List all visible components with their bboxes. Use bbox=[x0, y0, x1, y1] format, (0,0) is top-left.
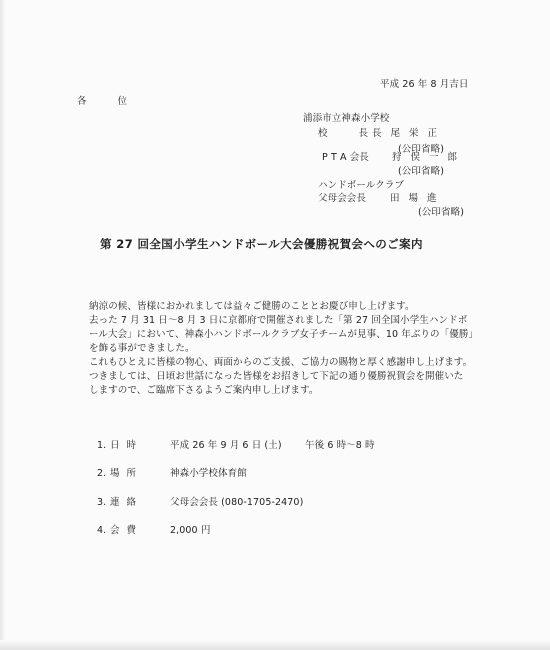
principal-role: 校 長 bbox=[318, 128, 383, 139]
scan-edge-bottom bbox=[0, 640, 550, 650]
body-line: ール大会」において、神森小ハンドボールクラブ女子チームが見事、10 年ぶりの「優勝」 bbox=[89, 329, 479, 340]
sender-club: ハンドボールクラブ bbox=[318, 180, 405, 191]
item-value: 神森小学校体育館 bbox=[170, 468, 247, 479]
parents-name: 田 場 進 bbox=[390, 193, 440, 204]
item-number: 1. bbox=[97, 440, 107, 451]
body-line: つきましては、日頃お世話になった皆様をお招きして下記の通り優勝祝賀会を開催いた bbox=[89, 371, 464, 382]
addressee: 各 位 bbox=[77, 96, 142, 107]
parents-seal-note: (公印省略) bbox=[418, 207, 465, 218]
parents-role: 父母会会長 bbox=[318, 193, 367, 204]
document-title: 第 27 回全国小学生ハンドボール大会優勝祝賀会へのご案内 bbox=[100, 237, 423, 251]
document-date: 平成 26 年 8 月吉日 bbox=[380, 79, 469, 90]
body-line: 去った 7 月 31 日～8 月 3 日に京都府で開催されました「第 27 回全国小学生ハンドボ bbox=[89, 315, 468, 326]
item-value: 平成 26 年 9 月 6 日 (土) bbox=[170, 440, 282, 451]
item-number: 4. bbox=[97, 525, 107, 536]
pta-seal-note: (公印省略) bbox=[398, 166, 445, 177]
body-line: しますので、ご臨席下さるようご案内申し上げます。 bbox=[89, 385, 319, 396]
sender-school: 浦添市立神森小学校 bbox=[303, 113, 390, 124]
item-label: 日 時 bbox=[110, 440, 139, 451]
principal-seal-note: (公印省略) bbox=[398, 144, 445, 155]
pta-role: P T A 会長 bbox=[322, 152, 369, 163]
item-label: 会 費 bbox=[110, 525, 139, 536]
item-value: 父母会会長 (080-1705-2470) bbox=[170, 497, 304, 508]
principal-name: 長 尾 栄 正 bbox=[372, 128, 441, 139]
item-label: 連 絡 bbox=[110, 497, 139, 508]
body-line: 納涼の候、皆様におかれましては益々ご健勝のこととお慶び申し上げます。 bbox=[89, 301, 415, 312]
body-line: これもひとえに皆様の物心、両面からのご支援、ご協力の賜物と厚く感謝申し上げます。 bbox=[89, 357, 473, 368]
body-line: を飾る事ができました。 bbox=[89, 343, 195, 354]
pta-name: 狩 俣 一 郎 bbox=[392, 152, 461, 163]
item-number: 3. bbox=[97, 497, 107, 508]
item-number: 2. bbox=[97, 468, 107, 479]
scan-edge-left bbox=[0, 0, 6, 650]
item-label: 場 所 bbox=[110, 468, 139, 479]
item-extra: 午後 6 時～8 時 bbox=[305, 440, 375, 451]
item-value: 2,000 円 bbox=[170, 525, 211, 536]
